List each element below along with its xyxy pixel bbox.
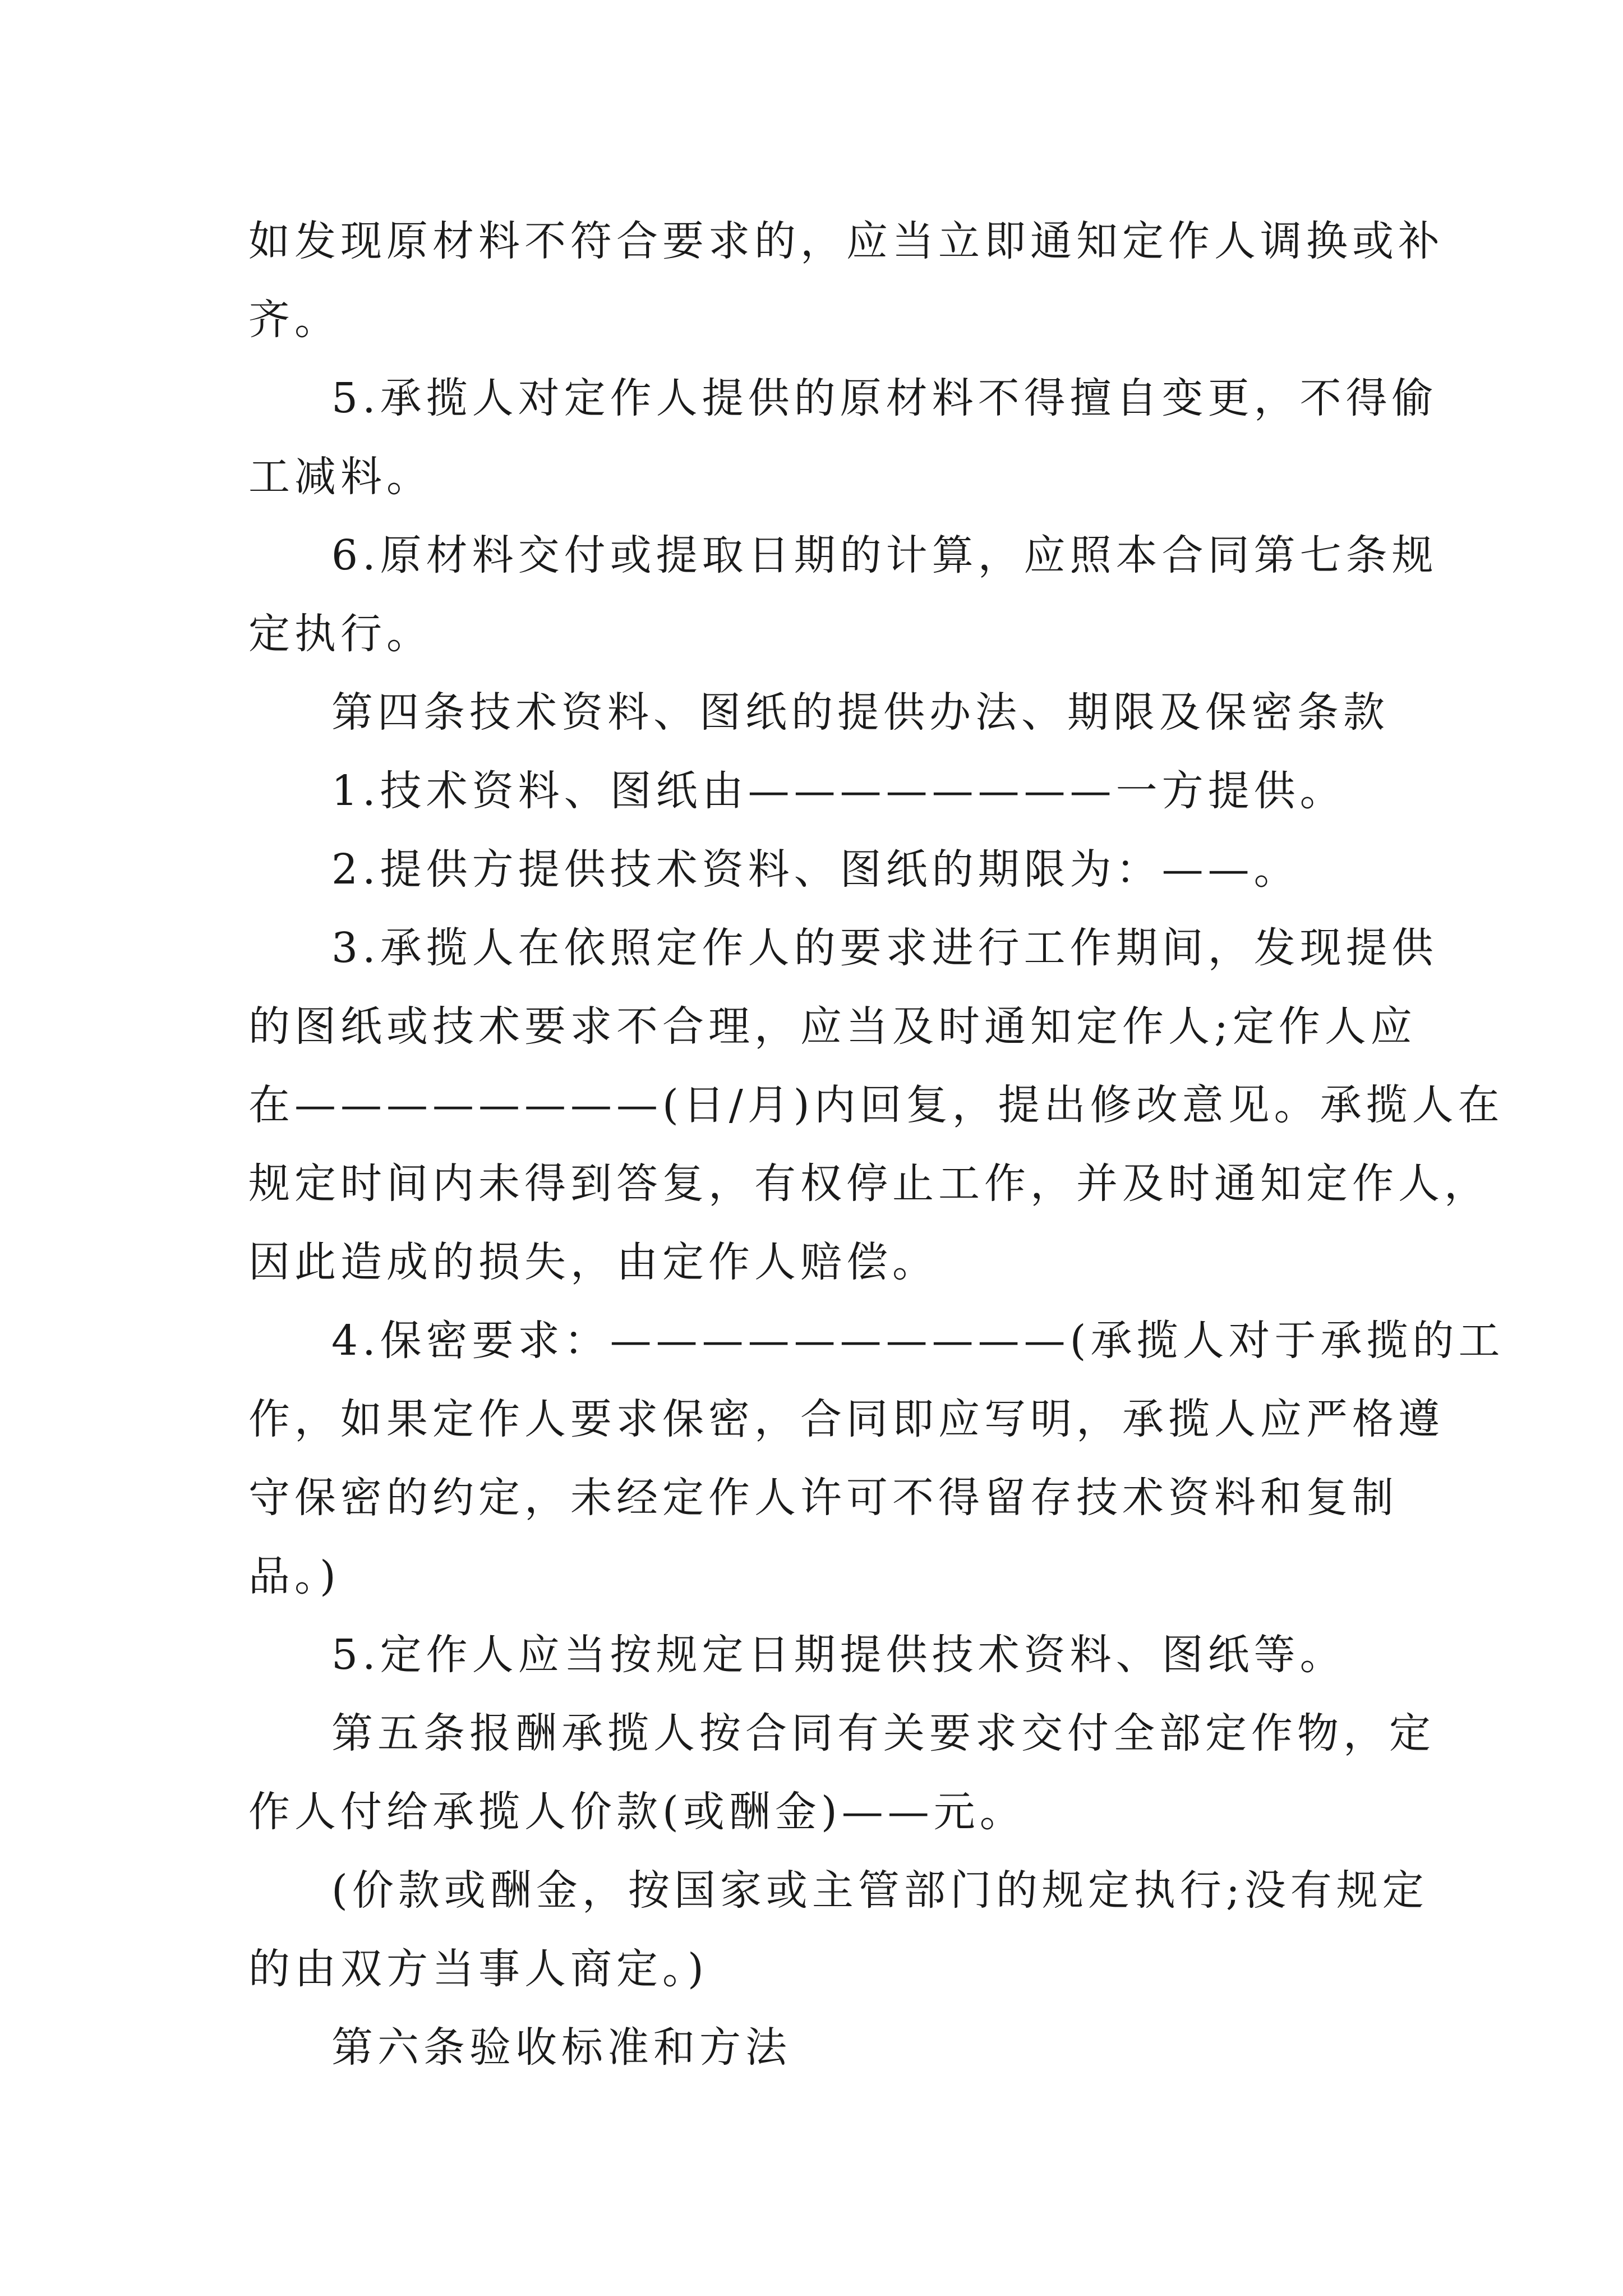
section-heading: 第四条技术资料、图纸的提供办法、期限及保密条款: [331, 688, 1389, 737]
text-line: (价款或酬金，按国家或主管部门的规定执行;没有规定: [331, 1866, 1428, 1915]
document-body: [248, 202, 1505, 2087]
text-line: 在————————(日/月)内回复，提出修改意见。承揽人在: [248, 1081, 1504, 1129]
section-heading: 第六条验收标准和方法: [331, 2023, 791, 2072]
text-line: 3.承揽人在依照定作人的要求进行工作期间，发现提供: [331, 924, 1438, 972]
text-line: 守保密的约定，未经定作人许可不得留存技术资料和复制: [248, 1474, 1398, 1522]
text-line: 工减料。: [248, 453, 432, 501]
text-line: 2.提供方提供技术资料、图纸的期限为：——。: [331, 845, 1300, 894]
text-line: 作，如果定作人要求保密，合同即应写明，承揽人应严格遵: [248, 1395, 1444, 1443]
section-heading: 第五条报酬承揽人按合同有关要求交付全部定作物，定: [331, 1709, 1435, 1757]
text-line: 5.承揽人对定作人提供的原材料不得擅自变更，不得偷: [331, 374, 1438, 422]
text-line: 作人付给承揽人价款(或酬金)——元。: [248, 1788, 1026, 1836]
text-line: 如发现原材料不符合要求的，应当立即通知定作人调换或补: [248, 217, 1444, 265]
text-line: 的由双方当事人商定。): [248, 1945, 708, 1993]
text-line: 1.技术资料、图纸由————————一方提供。: [331, 767, 1346, 815]
text-line: 品。): [248, 1552, 340, 1600]
text-line: 的图纸或技术要求不合理，应当及时通知定作人;定作人应: [248, 1002, 1417, 1051]
text-line: 规定时间内未得到答复，有权停止工作，并及时通知定作人，: [248, 1159, 1490, 1208]
text-line: 因此造成的损失，由定作人赔偿。: [248, 1238, 938, 1286]
text-line: 4.保密要求：——————————(承揽人对于承揽的工: [331, 1317, 1505, 1365]
text-line: 齐。: [248, 296, 340, 344]
text-line: 5.定作人应当按规定日期提供技术资料、图纸等。: [331, 1631, 1346, 1679]
text-line: 定执行。: [248, 610, 432, 658]
text-line: 6.原材料交付或提取日期的计算，应照本合同第七条规: [331, 531, 1438, 579]
